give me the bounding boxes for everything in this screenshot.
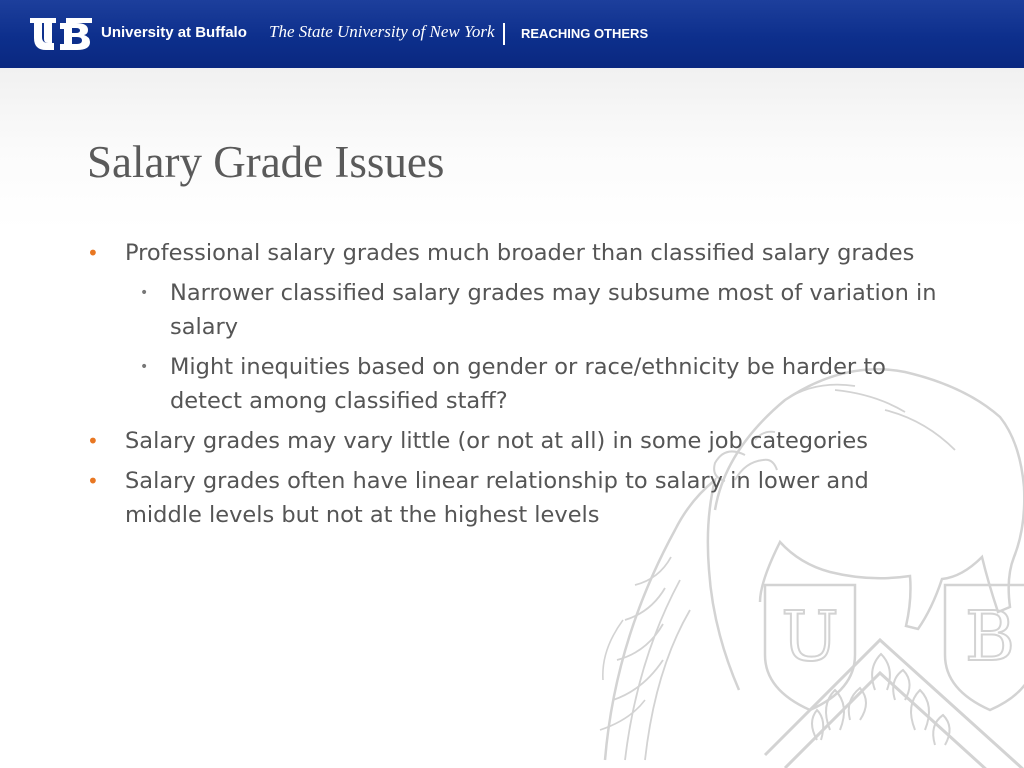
- header-bar: [0, 0, 1024, 68]
- shield-letter-u: U: [781, 598, 839, 677]
- bullet-list: [84, 236, 944, 538]
- ub-logo-icon: [30, 18, 92, 50]
- shield-letter-b: B: [965, 598, 1015, 677]
- brand-name: University at Buffalo: [101, 24, 247, 41]
- brand-tagline: REACHING OTHERS: [521, 26, 649, 41]
- header-divider: [503, 23, 505, 45]
- sub-bullet-item: • Narrower classified salary grades may subsume most of variation in salary: [84, 276, 944, 344]
- sub-bullet-item: • Might inequities based on gender or race/ethnicity be harder to detect among classified staff?: [84, 350, 944, 418]
- brand-subtitle: The State University of New York: [269, 22, 495, 41]
- slide-title: Salary Grade Issues: [87, 137, 445, 187]
- bullet-item: • Professional salary grades much broader than classified salary grades: [84, 236, 944, 270]
- bullet-item: • Salary grades may vary little (or not at all) in some job categories: [84, 424, 944, 458]
- bullet-item: • Salary grades often have linear relationship to salary in lower and middle levels but not at the highest levels: [84, 464, 944, 532]
